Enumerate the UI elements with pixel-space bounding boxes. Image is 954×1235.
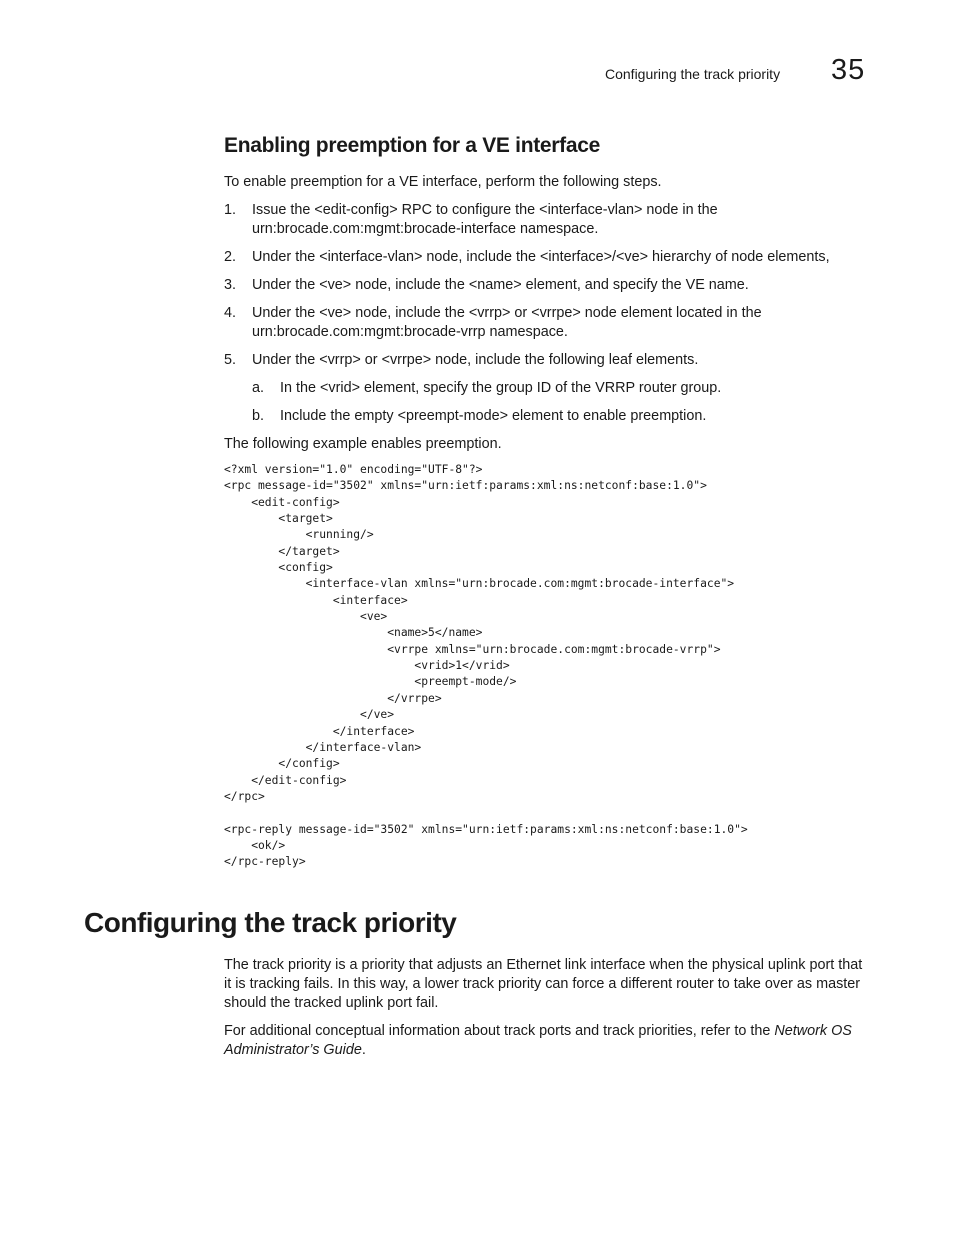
step-text: Under the <vrrp> or <vrrpe> node, include the following leaf elements. <box>252 352 699 368</box>
reference-end: . <box>361 1042 366 1058</box>
guide-reference: Network OS Administrator’s Guide <box>224 1023 852 1058</box>
substep-text: In the <vrid> element, specify the group ID of the VRRP router group. <box>280 380 722 396</box>
track-priority-paragraph: The track priority is a priority that adjusts an Ethernet link interface when the physical uplink port that it is tracking fails. In this way, a lower track priority can force a different router to take over as master should the tracked uplink port fail. <box>224 957 863 1011</box>
step-number: 2. <box>224 249 237 265</box>
step-number: 1. <box>224 202 237 218</box>
step-text: Under the <ve> node, include the <vrrp> or <vrrpe> node element located in the urn:brocade.com:mgmt:brocade-vrrp namespace. <box>252 305 762 340</box>
substep-letter: b. <box>252 408 265 424</box>
step-text: Under the <interface-vlan> node, include the <interface>/<ve> hierarchy of node elements, <box>252 249 830 265</box>
step-number: 3. <box>224 277 237 293</box>
step-text: Issue the <edit-config> RPC to configure the <interface-vlan> node in the urn:brocade.com:mgmt:brocade-interface namespace. <box>252 202 718 237</box>
reference-text: For additional conceptual information about track ports and track priorities, refer to the <box>224 1023 775 1039</box>
chapter-number: 35 <box>831 54 866 86</box>
substep-text: Include the empty <preempt-mode> element to enable preemption. <box>280 408 707 424</box>
section-heading: Enabling preemption for a VE interface <box>224 134 601 157</box>
reference-paragraph <box>224 1022 864 1060</box>
step-number: 5. <box>224 352 237 368</box>
intro-paragraph: To enable preemption for a VE interface, perform the following steps. <box>224 174 662 190</box>
substep-letter: a. <box>252 380 265 396</box>
running-header-title: Configuring the track priority <box>605 66 781 82</box>
step-number: 4. <box>224 305 237 321</box>
step-text: Under the <ve> node, include the <name> element, and specify the VE name. <box>252 277 749 293</box>
code-example: <?xml version="1.0" encoding="UTF-8"?> <rpc message-id="3502" xmlns="urn:ietf:params:xml:ns:netconf:base:1.0"> <edit-config> <target> <running/> </target> <config> <interface-vlan xmlns="urn:brocade.com:mgmt:brocade-interface"> <interface> <ve> <name>5</name> <vrrpe xmlns="urn:brocade.com:mgmt:brocade-vrrp"> <vrid>1</vrid> <preempt-mode/> </vrrpe> </ve> </interface> </interface-vlan> </config> </edit-config> </rpc> <rpc-reply message-id="3502" xmlns="urn:ietf:params:xml:ns:netconf:base:1.0"> <ok/> </rpc-reply> <box>224 463 748 869</box>
main-section-heading: Configuring the track priority <box>84 907 457 938</box>
example-intro: The following example enables preemption. <box>224 436 502 452</box>
